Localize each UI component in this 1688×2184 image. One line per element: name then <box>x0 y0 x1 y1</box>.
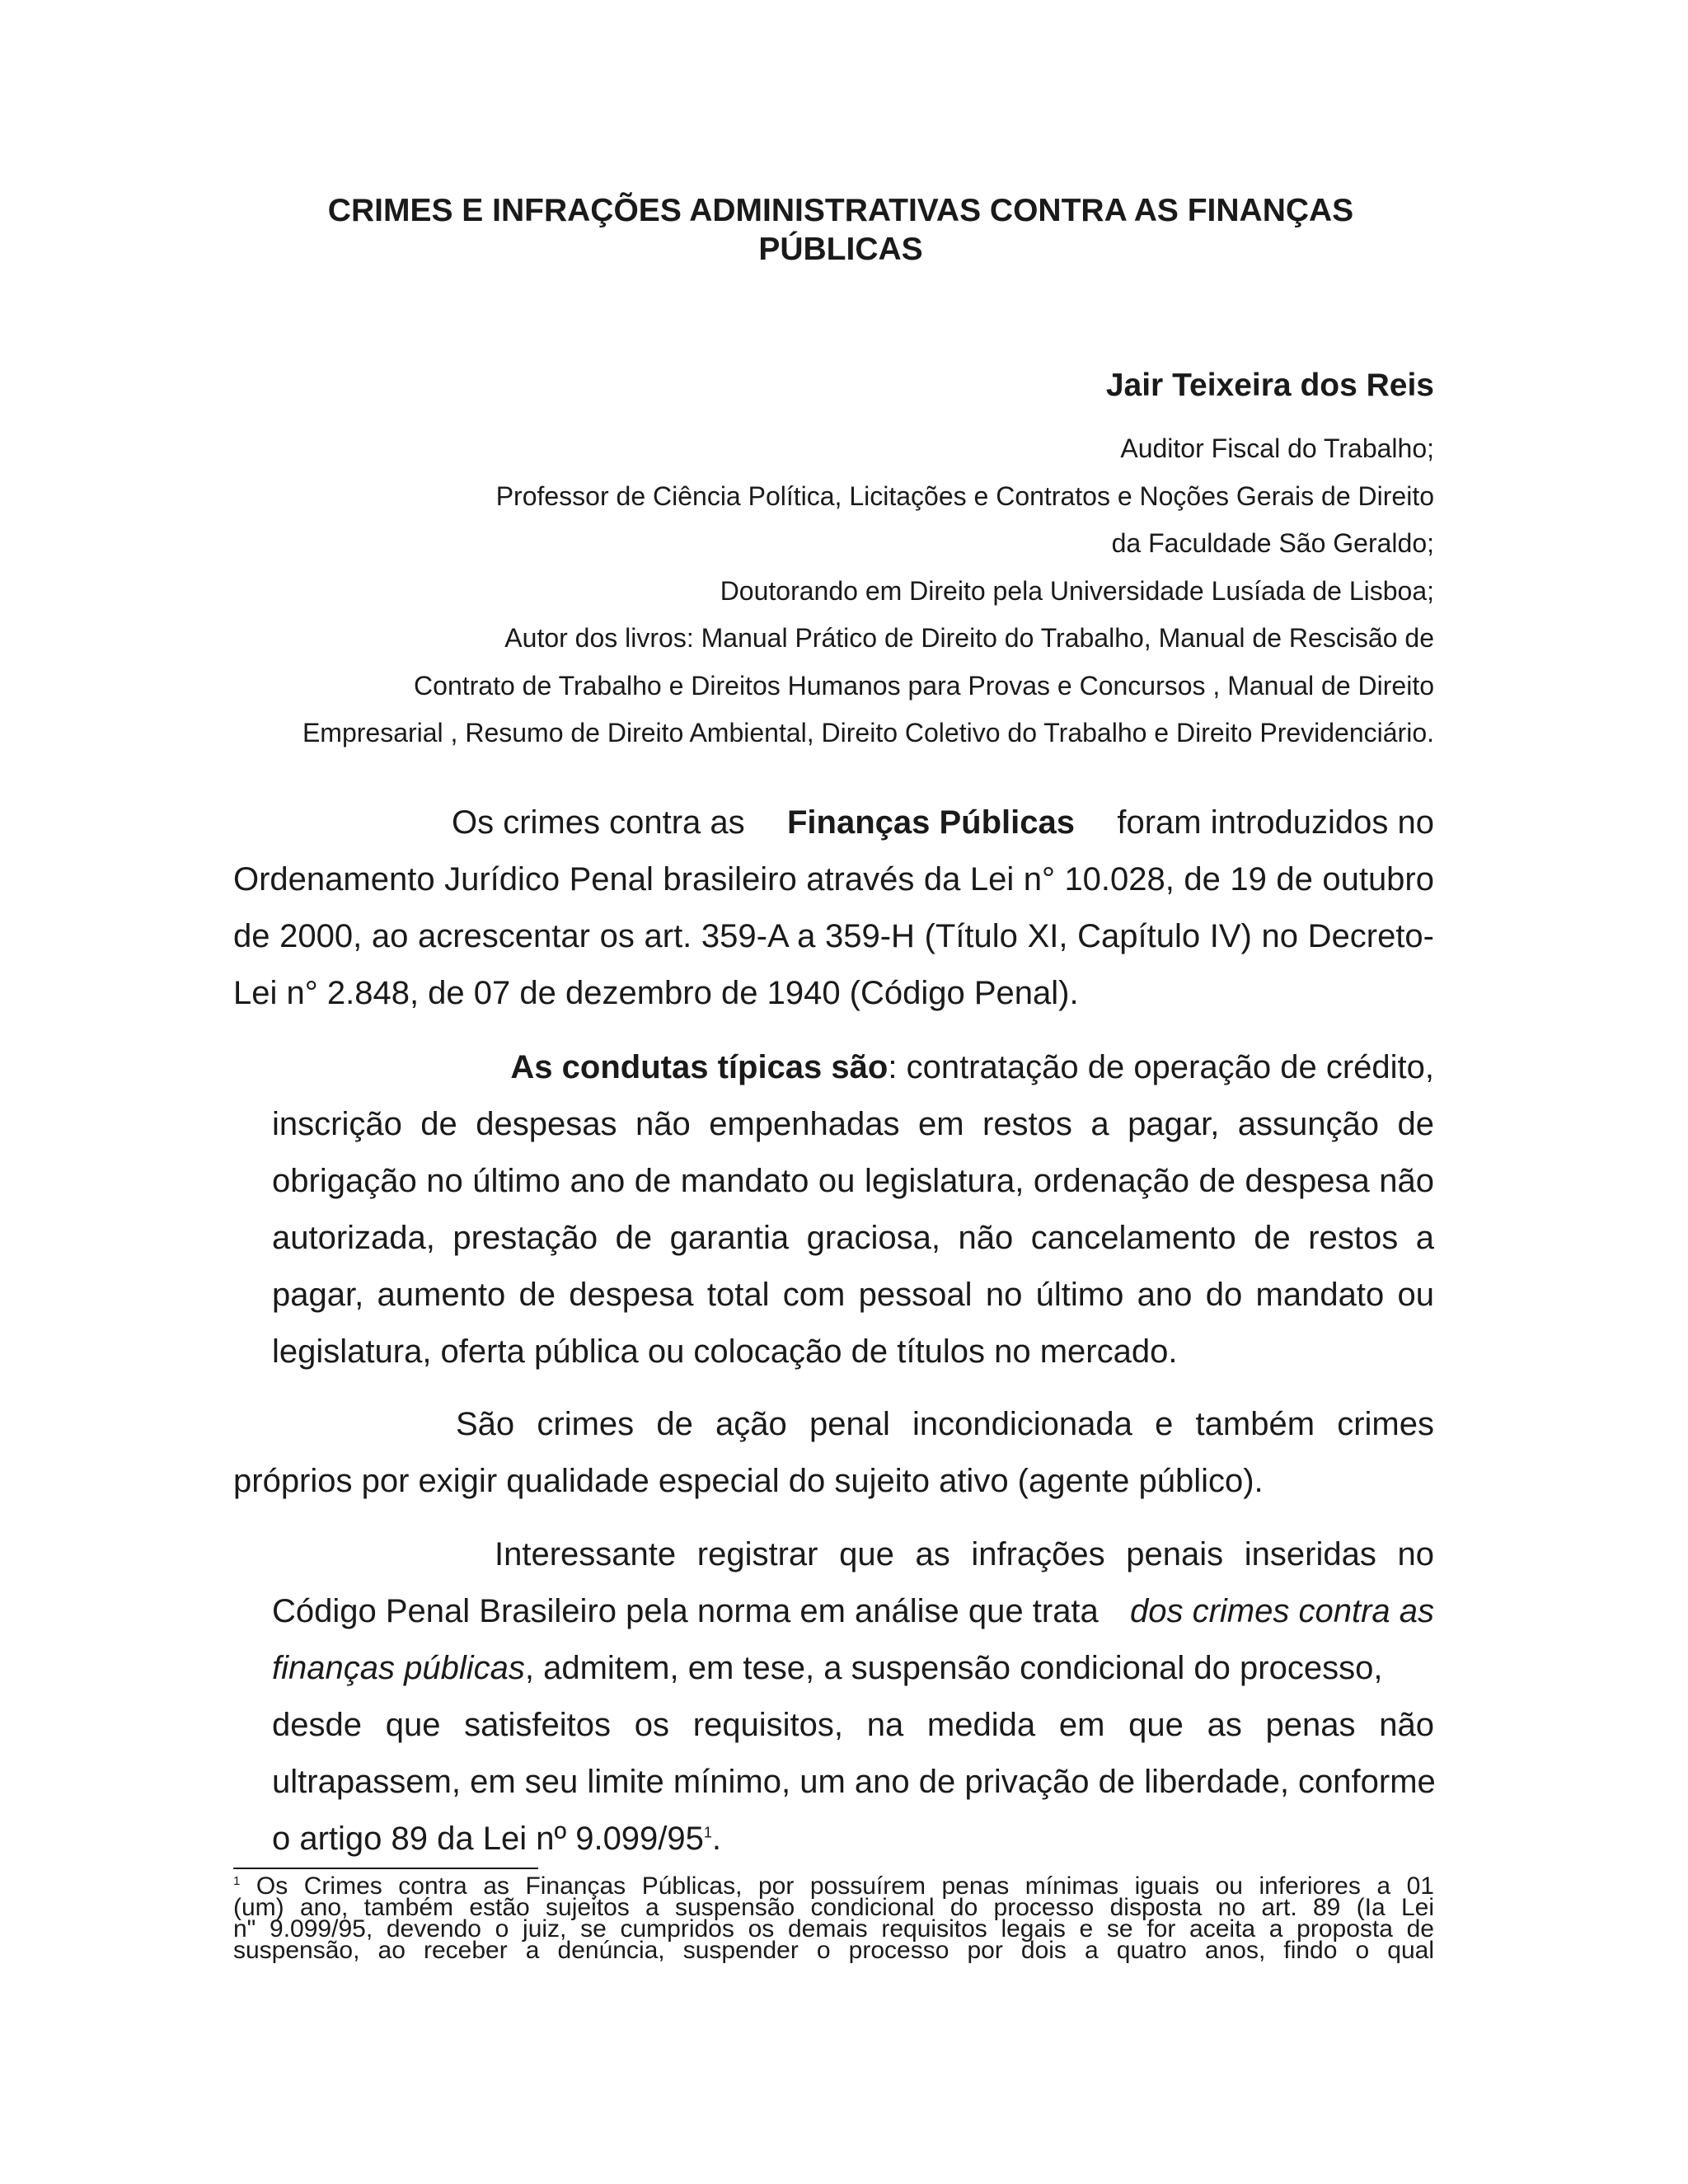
affiliation-line: Auditor Fiscal do Trabalho; <box>1120 434 1434 463</box>
affiliation-line: Professor de Ciência Política, Licitações e Contratos e Noções Gerais de Direito <box>495 480 1434 511</box>
footnote-marker: 1 <box>233 1874 241 1888</box>
footnote-line: n" 9.099/95, devendo o juiz, se cumpridos os demais requisitos legais e se for aceita a proposta de <box>233 1915 1434 1943</box>
paragraph-3 <box>233 1396 1434 1510</box>
bold-term: Finanças Públicas <box>786 804 1076 841</box>
footnote-reference[interactable]: 1 <box>703 1824 712 1841</box>
footnote-line: suspensão, ao receber a denúncia, suspender o processo por dois a quatro anos, findo o qual <box>233 1937 1434 1964</box>
paragraph-line <box>272 1640 1434 1697</box>
author-affiliations <box>198 425 1434 757</box>
text-run: o artigo 89 da Lei nº 9.099/95 <box>272 1821 704 1857</box>
paragraph-2 <box>272 1039 1434 1380</box>
text-run: : contratação de operação de crédito, <box>888 1049 1434 1085</box>
italic-term: dos crimes contra as <box>1129 1593 1434 1629</box>
affiliation-line: Doutorando em Direito pela Universidade Lusíada de Lisboa; <box>720 575 1434 606</box>
text-run: foram introduzidos no <box>1117 804 1434 841</box>
italic-term: finanças públicas <box>272 1650 525 1686</box>
paragraph-line: Interessante registrar que as infrações penais inseridas no <box>495 1536 1434 1572</box>
affiliation-line: Contrato de Trabalho e Direitos Humanos para Provas e Concursos , Manual de Direito <box>414 670 1434 701</box>
text-run: , admitem, em tese, a suspensão condicional do processo, <box>524 1650 1383 1686</box>
author-name: Jair Teixeira dos Reis <box>1105 368 1434 403</box>
paragraph-line: próprios por exigir qualidade especial do sujeito ativo (agente público). <box>233 1463 1264 1499</box>
paragraph-line: de 2000, ao acrescentar os art. 359-A a 359-H (Título XI, Capítulo IV) no Decreto- <box>233 918 1434 954</box>
paragraph-line: São crimes de ação penal incondicionada e também crimes <box>456 1406 1434 1442</box>
paragraph-line <box>272 1039 1434 1096</box>
paragraph-line: pagar, aumento de despesa total com pessoal no último ano do mandato ou <box>272 1277 1434 1313</box>
text-run: . <box>711 1821 722 1857</box>
text-run: Os crimes contra as <box>452 804 745 841</box>
affiliation-line: Empresarial , Resumo de Direito Ambiental, Direito Coletivo do Trabalho e Direito Previdenciário. <box>302 718 1434 748</box>
paragraph-line: inscrição de despesas não empenhadas em restos a pagar, assunção de <box>272 1106 1434 1142</box>
paragraph-line: desde que satisfeitos os requisitos, na medida em que as penas não <box>272 1707 1434 1743</box>
document-title <box>231 191 1451 269</box>
paragraph-line: legislatura, oferta pública ou colocação de títulos no mercado. <box>272 1333 1178 1370</box>
bold-term: As condutas típicas são <box>510 1049 889 1085</box>
paragraph-line: autorizada, prestação de garantia graciosa, não cancelamento de restos a <box>272 1220 1434 1256</box>
paragraph-line <box>233 794 1434 851</box>
footnote-line: (um) ano, também estão sujeitos a suspensão condicional do processo disposta no art. 89 (Ia Lei <box>233 1894 1434 1921</box>
paragraph-line: Lei n° 2.848, de 07 de dezembro de 1940 (Código Penal). <box>233 975 1079 1011</box>
paragraph-line: ultrapassem, em seu limite mínimo, um ano de privação de liberdade, conforme <box>272 1764 1436 1800</box>
paragraph-4 <box>272 1526 1434 1868</box>
paragraph-line: obrigação no último ano de mandato ou legislatura, ordenação de despesa não <box>272 1163 1434 1199</box>
text-run: Código Penal Brasileiro pela norma em análise que trata <box>272 1593 1099 1629</box>
title-line-1: CRIMES E INFRAÇÕES ADMINISTRATIVAS CONTRA AS FINANÇAS <box>327 193 1354 228</box>
text-run: Os Crimes contra as Finanças Públicas, por possuírem penas mínimas iguais ou inferiores a 01 <box>256 1872 1434 1900</box>
paragraph-line: Ordenamento Jurídico Penal brasileiro através da Lei n° 10.028, de 19 de outubro <box>233 861 1434 898</box>
paragraph-line <box>272 1583 1434 1640</box>
affiliation-line: da Faculdade São Geraldo; <box>1111 528 1434 558</box>
affiliation-line: Autor dos livros: Manual Prático de Direito do Trabalho, Manual de Rescisão de <box>504 623 1434 653</box>
footnote-separator <box>233 1868 538 1869</box>
paragraph-1 <box>233 794 1434 1022</box>
footnote <box>233 1872 1434 1964</box>
paragraph-line <box>272 1811 1434 1868</box>
title-line-2: PÚBLICAS <box>758 232 923 267</box>
